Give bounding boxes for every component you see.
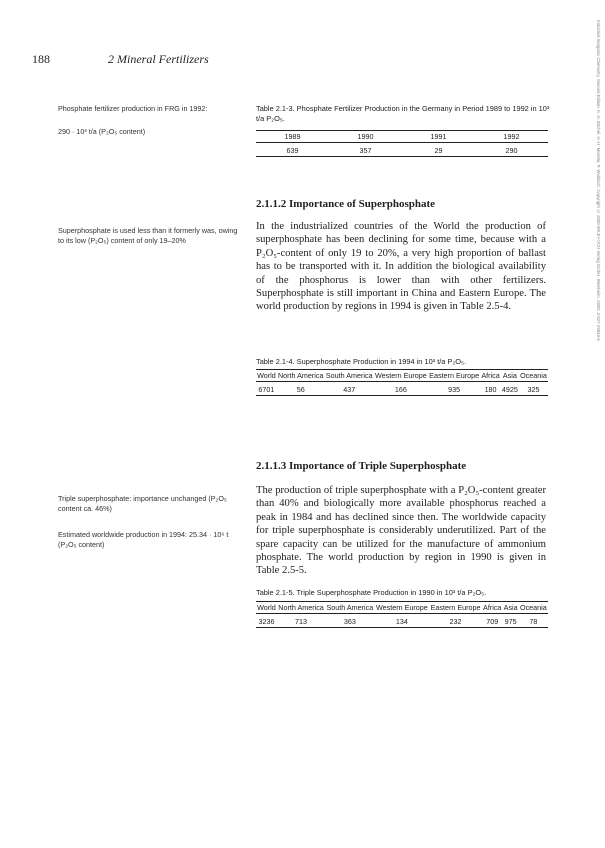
- table-header-cell: Africa: [481, 371, 500, 380]
- margin-note-triple-superphosphate: Triple superphosphate: importance unchanged (P₂O₅ content ca. 46%): [58, 494, 227, 513]
- paragraph-triple-superphosphate: The production of triple superphosphate with a P₂O₅-content greater than 40% and biologically more available phosphorus reached a peak in 1984 and has declined since then. The worldwide capacity for triple superphosphate is considerably underutilized. Part of the spare capacity can be utilized for the manufacture of ammonium phosphate. The world production by region in 1990 is given in Table 2.5-5.: [256, 485, 546, 577]
- table-cell: 166: [394, 385, 407, 394]
- section-heading-superphosphate: 2.1.1.2 Importance of Superphosphate: [256, 198, 436, 210]
- table-cell: 29: [434, 146, 443, 155]
- table-header-cell: 1990: [357, 132, 374, 141]
- table-cell: 6701: [258, 385, 275, 394]
- table-header-cell: North America: [278, 603, 324, 612]
- table-header-row: [256, 131, 548, 143]
- table-header-cell: 1992: [503, 132, 520, 141]
- table-header-cell: 1989: [284, 132, 301, 141]
- table-header-cell: 1991: [430, 132, 447, 141]
- margin-note-phosphate-production: Phosphate fertilizer production in FRG in 1992:: [58, 104, 208, 113]
- table-header-cell: Asia: [502, 371, 517, 380]
- copyright-side-strip: Industrial Inorganic Chemistry. Second Edition. K. H. Büchel, H.-H. Moretto, P. Woditsch. Copyright © 2000 WILEY-VCH Verlag GmbH, Weinheim. ISBN: 3-527-29849-5: [596, 20, 601, 341]
- table-cell: 290: [505, 146, 518, 155]
- table-2-1-5-caption: Table 2.1-5. Triple Superphosphate Production in 1990 in 10³ t/a P₂O₅.: [256, 588, 487, 597]
- table-cell: 4925: [501, 385, 518, 394]
- table-header-cell: Eastern Europe: [430, 603, 481, 612]
- table-header-cell: Western Europe: [375, 603, 428, 612]
- table-cell: 78: [529, 617, 538, 626]
- table-cell: 134: [395, 617, 408, 626]
- table-cell: 639: [286, 146, 299, 155]
- margin-note-phosphate-amount: 290 · 10³ t/a (P₂O₅ content): [58, 127, 146, 136]
- section-heading-triple-superphosphate: 2.1.1.3 Importance of Triple Superphosphate: [256, 460, 467, 472]
- table-2-1-4: [256, 369, 548, 396]
- margin-note-triple-capacity: Estimated worldwide production in 1994: 25.34 · 10⁶ t (P₂O₅ content): [58, 530, 229, 549]
- table-cell: 357: [359, 146, 372, 155]
- table-row: [256, 382, 548, 396]
- table-header-cell: Eastern Europe: [429, 371, 480, 380]
- table-cell: 3236: [258, 617, 275, 626]
- table-2-1-3: [256, 130, 548, 157]
- table-cell: 56: [296, 385, 305, 394]
- table-row: [256, 614, 548, 628]
- table-cell: 709: [486, 617, 499, 626]
- table-header-row: [256, 602, 548, 614]
- margin-note-superphosphate: Superphosphate is used less than it formerly was, owing to its low (P₂O₅) content of only 19–20%: [58, 226, 238, 245]
- table-cell: 363: [343, 617, 356, 626]
- table-header-cell: North America: [277, 371, 324, 380]
- table-cell: 325: [527, 385, 540, 394]
- table-header-cell: Oceania: [520, 371, 547, 380]
- table-2-1-4-caption: Table 2.1-4. Superphosphate Production in 1994 in 10³ t/a P₂O₅.: [256, 357, 467, 366]
- table-cell: 935: [448, 385, 461, 394]
- paragraph-superphosphate: In the industrialized countries of the World the production of superphosphate has been declining for some time, because with a P₂O₅-content of only 19 to 20%, a very high proportion of ballast has to be transported with it. In addition the biological availability of the phosphorus is lower than with other fertilizers. Superphosphate is still important in China and Eastern Europe. The world production by regions in 1994 is given in Table 2.5-4.: [256, 221, 546, 313]
- table-header-cell: World: [257, 603, 276, 612]
- table-header-cell: South America: [325, 371, 373, 380]
- table-cell: 180: [484, 385, 497, 394]
- table-cell: 975: [504, 617, 517, 626]
- chapter-title: 2 Mineral Fertilizers: [108, 52, 209, 66]
- table-header-cell: Oceania: [519, 603, 547, 612]
- table-2-1-5: [256, 601, 548, 628]
- table-header-row: [256, 370, 548, 382]
- table-header-cell: Western Europe: [374, 371, 427, 380]
- table-2-1-3-caption: Table 2.1-3. Phosphate Fertilizer Production in the Germany in Period 1989 to 1992 in 10³ t/a P₂O₅.: [256, 104, 550, 123]
- table-row: [256, 143, 548, 157]
- table-header-cell: Asia: [503, 603, 518, 612]
- table-cell: 437: [343, 385, 356, 394]
- table-header-cell: World: [257, 371, 276, 380]
- table-cell: 713: [295, 617, 308, 626]
- page-number: 188: [32, 52, 50, 66]
- table-header-cell: South America: [326, 603, 374, 612]
- table-header-cell: Africa: [483, 603, 502, 612]
- table-cell: 232: [449, 617, 462, 626]
